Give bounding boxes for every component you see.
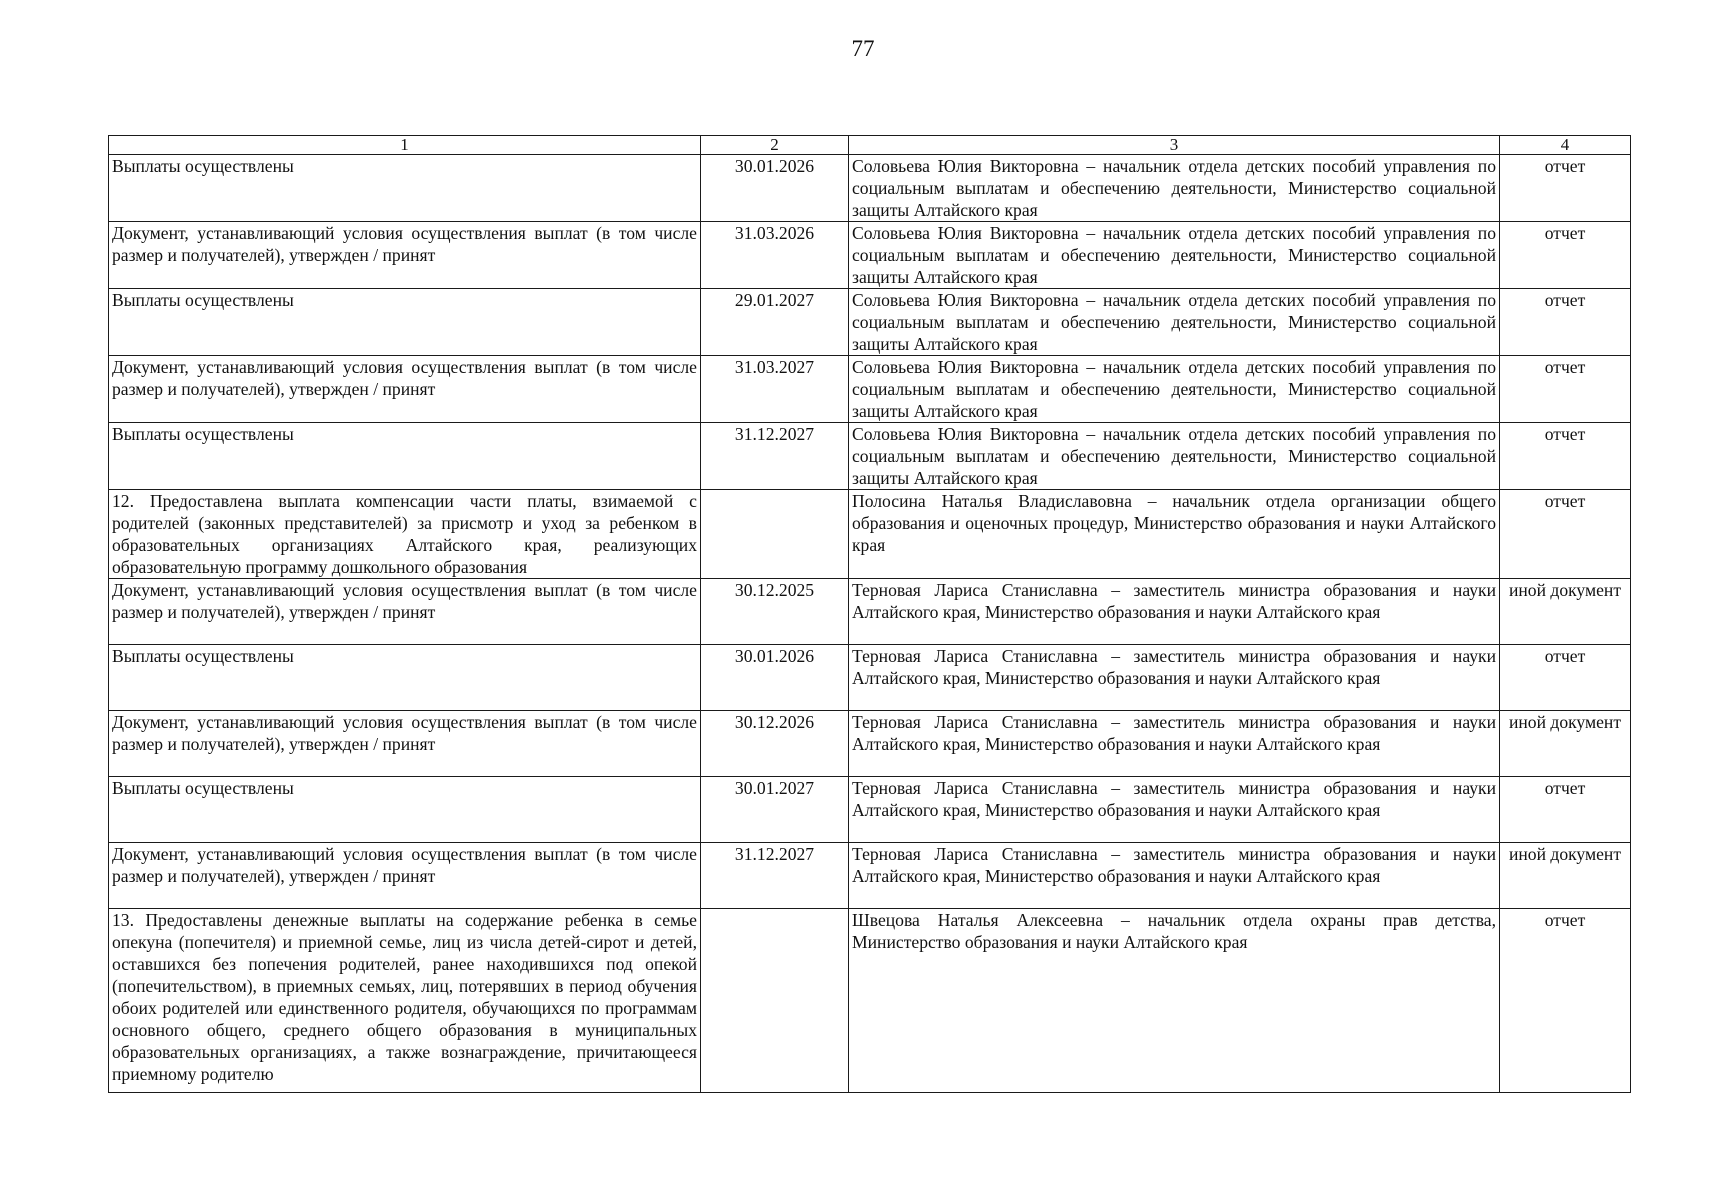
- table-row: [109, 155, 1631, 222]
- date-cell: [701, 909, 849, 1093]
- control-point-cell: Выплаты осуществлены: [109, 645, 701, 711]
- document-type-cell: отчет: [1500, 490, 1631, 579]
- table-row: [109, 711, 1631, 777]
- table-row: [109, 645, 1631, 711]
- date-cell: 29.01.2027: [701, 289, 849, 356]
- document-type-cell: иной документ: [1500, 579, 1631, 645]
- table-row: [109, 579, 1631, 645]
- date-cell: 30.12.2026: [701, 711, 849, 777]
- control-point-cell: 12. Предоставлена выплата компенсации части платы, взимаемой с родителей (законных представителей) за присмотр и уход за ребенком в образовательных организациях Алтайского края, реализующих образовательную программу дошкольного образования: [109, 490, 701, 579]
- document-type-cell: отчет: [1500, 645, 1631, 711]
- document-type-cell: отчет: [1500, 777, 1631, 843]
- table-row: [109, 777, 1631, 843]
- control-point-cell: Выплаты осуществлены: [109, 289, 701, 356]
- responsible-cell: Соловьева Юлия Викторовна – начальник отдела детских пособий управления по социальным выплатам и обеспечению деятельности, Министерство социальной защиты Алтайского края: [849, 356, 1500, 423]
- responsible-cell: Терновая Лариса Станиславна – заместитель министра образования и науки Алтайского края, Министерство образования и науки Алтайского края: [849, 645, 1500, 711]
- document-type-cell: отчет: [1500, 289, 1631, 356]
- date-cell: 31.12.2027: [701, 423, 849, 490]
- responsible-cell: Терновая Лариса Станиславна – заместитель министра образования и науки Алтайского края, Министерство образования и науки Алтайского края: [849, 579, 1500, 645]
- table-row: [109, 843, 1631, 909]
- control-point-cell: Документ, устанавливающий условия осуществления выплат (в том числе размер и получателей), утвержден / принят: [109, 711, 701, 777]
- date-cell: 30.01.2026: [701, 645, 849, 711]
- column-header-4: 4: [1500, 136, 1631, 155]
- responsible-cell: Терновая Лариса Станиславна – заместитель министра образования и науки Алтайского края, Министерство образования и науки Алтайского края: [849, 711, 1500, 777]
- table-row: [109, 356, 1631, 423]
- control-point-cell: Выплаты осуществлены: [109, 423, 701, 490]
- responsible-cell: Соловьева Юлия Викторовна – начальник отдела детских пособий управления по социальным выплатам и обеспечению деятельности, Министерство социальной защиты Алтайского края: [849, 155, 1500, 222]
- document-type-cell: отчет: [1500, 423, 1631, 490]
- table-header-row: [109, 136, 1631, 155]
- control-point-cell: Документ, устанавливающий условия осуществления выплат (в том числе размер и получателей), утвержден / принят: [109, 356, 701, 423]
- responsible-cell: Соловьева Юлия Викторовна – начальник отдела детских пособий управления по социальным выплатам и обеспечению деятельности, Министерство социальной защиты Алтайского края: [849, 423, 1500, 490]
- date-cell: [701, 490, 849, 579]
- control-point-cell: Документ, устанавливающий условия осуществления выплат (в том числе размер и получателей), утвержден / принят: [109, 843, 701, 909]
- page-number: 77: [851, 36, 875, 61]
- control-point-cell: 13. Предоставлены денежные выплаты на содержание ребенка в семье опекуна (попечителя) и приемной семье, лиц из числа детей-сирот и детей, оставшихся без попечения родителей, ранее находившихся под опекой (попечительством), в приемных семьях, лиц, потерявших в период обучения обоих родителей или единственного родителя, обучающихся по программам основного общего, среднего общего образования в муниципальных образовательных организациях, а также вознаграждение, причитающееся приемному родителю: [109, 909, 701, 1093]
- schedule-table: [108, 135, 1631, 1093]
- control-point-cell: Документ, устанавливающий условия осуществления выплат (в том числе размер и получателей), утвержден / принят: [109, 222, 701, 289]
- responsible-cell: Швецова Наталья Алексеевна – начальник отдела охраны прав детства, Министерство образования и науки Алтайского края: [849, 909, 1500, 1093]
- table-row: [109, 423, 1631, 490]
- responsible-cell: Соловьева Юлия Викторовна – начальник отдела детских пособий управления по социальным выплатам и обеспечению деятельности, Министерство социальной защиты Алтайского края: [849, 289, 1500, 356]
- document-type-cell: отчет: [1500, 222, 1631, 289]
- document-type-cell: иной документ: [1500, 843, 1631, 909]
- responsible-cell: Соловьева Юлия Викторовна – начальник отдела детских пособий управления по социальным выплатам и обеспечению деятельности, Министерство социальной защиты Алтайского края: [849, 222, 1500, 289]
- table-row: [109, 289, 1631, 356]
- date-cell: 31.12.2027: [701, 843, 849, 909]
- column-header-1: 1: [109, 136, 701, 155]
- date-cell: 31.03.2026: [701, 222, 849, 289]
- document-type-cell: иной документ: [1500, 711, 1631, 777]
- responsible-cell: Терновая Лариса Станиславна – заместитель министра образования и науки Алтайского края, Министерство образования и науки Алтайского края: [849, 777, 1500, 843]
- table-row: [109, 222, 1631, 289]
- date-cell: 31.03.2027: [701, 356, 849, 423]
- control-point-cell: Выплаты осуществлены: [109, 777, 701, 843]
- document-type-cell: отчет: [1500, 155, 1631, 222]
- document-type-cell: отчет: [1500, 356, 1631, 423]
- table-row: [109, 909, 1631, 1093]
- control-point-cell: Документ, устанавливающий условия осуществления выплат (в том числе размер и получателей), утвержден / принят: [109, 579, 701, 645]
- responsible-cell: Терновая Лариса Станиславна – заместитель министра образования и науки Алтайского края, Министерство образования и науки Алтайского края: [849, 843, 1500, 909]
- responsible-cell: Полосина Наталья Владиславовна – начальник отдела организации общего образования и оценочных процедур, Министерство образования и науки Алтайского края: [849, 490, 1500, 579]
- date-cell: 30.01.2027: [701, 777, 849, 843]
- date-cell: 30.12.2025: [701, 579, 849, 645]
- table-row: [109, 490, 1631, 579]
- control-point-cell: Выплаты осуществлены: [109, 155, 701, 222]
- column-header-3: 3: [849, 136, 1500, 155]
- date-cell: 30.01.2026: [701, 155, 849, 222]
- document-type-cell: отчет: [1500, 909, 1631, 1093]
- column-header-2: 2: [701, 136, 849, 155]
